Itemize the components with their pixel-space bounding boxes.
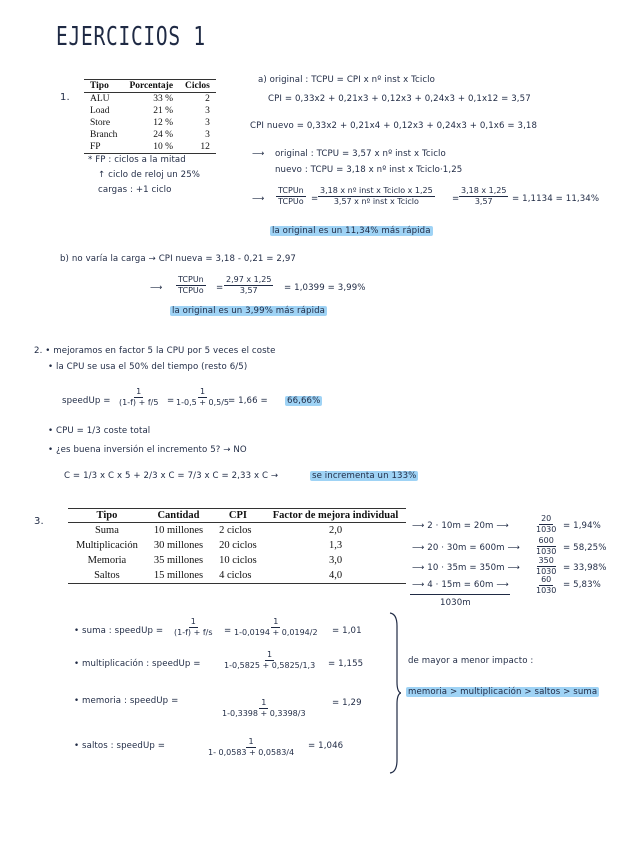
- table-cell: 3: [205, 106, 210, 116]
- highlight: la original es un 11,34% más rápida: [272, 226, 431, 236]
- table-cell: 2,0: [328, 525, 343, 536]
- part-b-conclusion: [170, 306, 327, 316]
- calc-row-suma: ⟶ 2 · 10m = 20m ⟶: [412, 521, 509, 531]
- ratio-fraction-expanded: [318, 186, 435, 207]
- calc-row-memoria: ⟶ 10 · 35m = 350m ⟶: [412, 563, 520, 573]
- table-cell: Memoria: [87, 555, 127, 566]
- ratio-fraction-numeric: [459, 186, 508, 207]
- table-row: [84, 93, 216, 106]
- table-cell: 21 %: [153, 106, 174, 116]
- fraction-bottom: 1030: [536, 567, 557, 576]
- fraction-bottom: 1-0,0194 + 0,0194/2: [234, 628, 318, 637]
- fraction-top: 1: [273, 617, 279, 626]
- cpu-cost-note: • CPU = 1/3 coste total: [48, 426, 151, 436]
- table-header: Ciclos: [179, 80, 216, 93]
- investment-question: • ¿es buena inversión el incremento 5? → NO: [48, 445, 247, 455]
- fraction-top: 1: [261, 698, 267, 707]
- exercise-3-number: 3.: [34, 516, 44, 527]
- fraction-top: 2,97 x 1,25: [226, 275, 272, 284]
- saltos-fraction: [206, 737, 296, 758]
- impact-title: de mayor a menor impacto :: [408, 656, 534, 666]
- suma-fraction-general: [172, 617, 215, 638]
- calc-expression: 20 · 30m = 600m: [427, 543, 505, 553]
- exercise-2-line-1: 2. • mejoramos en factor 5 la CPU por 5 veces el coste: [34, 346, 276, 356]
- part-b-result: = 1,0399 = 3,99%: [284, 283, 366, 293]
- calc-row-multiplicacion: ⟶ 20 · 30m = 600m ⟶: [412, 543, 520, 553]
- calc-result: = 5,83%: [563, 580, 601, 590]
- equals-sign: =: [216, 283, 224, 293]
- part-a-conclusion: [270, 226, 433, 236]
- table-cell: 12 %: [153, 118, 174, 128]
- fraction-top: 1: [199, 387, 206, 396]
- calc-result: = 33,98%: [563, 563, 607, 573]
- calc-result: = 1,94%: [563, 521, 601, 531]
- calc-fraction: [534, 514, 558, 535]
- suma-fraction-numeric: [232, 617, 320, 638]
- highlight: la original es un 3,99% más rápida: [172, 306, 326, 316]
- note-clock: ↑ ciclo de reloj un 25%: [98, 170, 201, 180]
- highlight: 66,66%: [287, 396, 321, 406]
- part-a-result: = 1,1134 = 11,34%: [512, 194, 600, 204]
- part-b-fraction-rhs: [224, 275, 273, 296]
- fraction-bottom: 3,57 x nº inst x Tciclo: [333, 197, 419, 206]
- part-a-line-1: a) original : TCPU = CPI x nº inst x Tciclo: [258, 75, 436, 85]
- suma-label: • suma : speedUp =: [74, 626, 164, 636]
- arrow-icon: ⟶: [252, 194, 265, 204]
- table-cell: Suma: [94, 525, 119, 536]
- table-cell: Store: [90, 118, 111, 128]
- fraction-bottom: 1-0,3398 + 0,3398/3: [222, 709, 306, 718]
- calc-expression: 10 · 35m = 350m: [427, 563, 505, 573]
- sum-line: [410, 594, 510, 595]
- saltos-result: = 1,046: [308, 741, 344, 751]
- equals-sign: =: [311, 194, 319, 204]
- table-cell: 12: [179, 141, 216, 154]
- table-row: [84, 105, 216, 117]
- table-cell: Branch: [90, 130, 118, 140]
- note-loads: cargas : +1 ciclo: [98, 185, 172, 195]
- table-row: [68, 553, 406, 568]
- calc-fraction: [534, 536, 558, 557]
- table-cell: 33 %: [153, 94, 174, 104]
- part-a-original-text: original : TCPU = 3,57 x nº inst x Tciclo: [275, 149, 446, 159]
- table-header: Cantidad: [146, 509, 211, 523]
- table-cell: 20 ciclos: [219, 540, 257, 551]
- saltos-label: • saltos : speedUp =: [74, 741, 166, 751]
- speedup-result: = 1,66 =: [228, 396, 268, 406]
- fraction-top: 20: [541, 514, 552, 523]
- note-fp: * FP : ciclos a la mitad: [88, 155, 186, 165]
- calc-fraction: [534, 575, 558, 596]
- table-cell: 24 %: [153, 130, 174, 140]
- mem-label: • memoria : speedUp =: [74, 696, 179, 706]
- part-a-cpi: CPI = 0,33x2 + 0,21x3 + 0,12x3 + 0,24x3 + 0,1x12 = 3,57: [268, 94, 531, 104]
- part-b-fraction-lhs: [176, 275, 206, 296]
- table-row: [84, 141, 216, 154]
- fraction-top: 1: [136, 387, 142, 396]
- highlight: se incrementa un 133%: [312, 471, 417, 481]
- exercise-1-number: 1.: [60, 92, 70, 103]
- fraction-top: 1: [248, 737, 254, 746]
- fraction-top: 3,18 x nº inst x Tciclo x 1,25: [320, 186, 433, 195]
- table-header-row: [68, 509, 406, 523]
- table-cell: 10 ciclos: [219, 555, 257, 566]
- fraction-bottom: 1-0,5 + 0,5/5: [176, 398, 229, 407]
- table-cell: ALU: [90, 94, 110, 104]
- calc-total: 1030m: [440, 598, 471, 608]
- fraction-bottom: 1030: [536, 525, 557, 534]
- table-row: [68, 568, 406, 584]
- table-cell: 4 ciclos: [211, 568, 265, 584]
- table-row: [84, 129, 216, 141]
- table-cell: 35 millones: [153, 555, 204, 566]
- mem-result: = 1,29: [332, 698, 362, 708]
- suma-result: = 1,01: [332, 626, 362, 636]
- table-cell: 2: [205, 94, 210, 104]
- table-header: Porcentaje: [123, 80, 179, 93]
- mult-label: • multiplicación : speedUp =: [74, 659, 201, 669]
- speedup-label: speedUp =: [62, 396, 111, 406]
- table-cell: Saltos: [68, 568, 146, 584]
- table-cell: 2 ciclos: [219, 525, 252, 536]
- fraction-top: 60: [541, 575, 552, 584]
- speedup-result-percent: [285, 396, 322, 406]
- table-cell: 30 millones: [153, 540, 204, 551]
- fraction-bottom: 1- 0,0583 + 0,0583/4: [208, 748, 295, 757]
- fraction-top: 1: [190, 617, 196, 626]
- table-cell: 4,0: [265, 568, 407, 584]
- arrow-icon: ⟶: [150, 283, 163, 293]
- fraction-bottom: (1-f) + f/5: [119, 398, 159, 407]
- fraction-bottom: 3,57: [474, 197, 493, 206]
- table-cell: 10 %: [123, 141, 179, 154]
- fraction-top: 3,18 x 1,25: [461, 186, 507, 195]
- page-title: EJERCICIOS 1: [56, 22, 206, 52]
- table-header: Tipo: [68, 509, 146, 523]
- table-row: [68, 538, 406, 553]
- table-cell: 3,0: [328, 555, 343, 566]
- table-header: CPI: [211, 509, 265, 523]
- fraction-top: 1: [267, 650, 273, 659]
- speedup-fraction-general: [117, 387, 160, 408]
- fraction-bottom: TCPUo: [178, 286, 204, 295]
- cost-conclusion: [310, 471, 418, 481]
- cost-equation: C = 1/3 x C x 5 + 2/3 x C = 7/3 x C = 2,33 x C →: [64, 471, 279, 481]
- mult-result: = 1,155: [328, 659, 364, 669]
- exercise-2-line-2: • la CPU se usa el 50% del tiempo (resto 6/5): [48, 362, 248, 372]
- table-cell: Load: [90, 106, 110, 116]
- table-cell: Multiplicación: [76, 540, 138, 551]
- table-cell: 3: [205, 118, 210, 128]
- table-row: [68, 523, 406, 539]
- part-a-cpi-new: CPI nuevo = 0,33x2 + 0,21x4 + 0,12x3 + 0,24x3 + 0,1x6 = 3,18: [250, 121, 538, 131]
- mult-fraction: [222, 650, 317, 671]
- fraction-bottom: TCPUo: [278, 197, 304, 206]
- equals-sign: =: [452, 194, 460, 204]
- instruction-mix-table: [84, 79, 216, 154]
- fraction-top: TCPUn: [278, 186, 304, 195]
- fraction-bottom: 1030: [536, 547, 557, 556]
- arrow-icon: ⟶: [252, 149, 265, 159]
- calc-expression: 4 · 15m = 60m: [427, 580, 494, 590]
- table-row: [84, 117, 216, 129]
- part-a-new: nuevo : TCPU = 3,18 x nº inst x Tciclo·1,25: [275, 165, 463, 175]
- part-b-line-1: b) no varía la carga → CPI nueva = 3,18 - 0,21 = 2,97: [60, 254, 296, 264]
- right-brace-icon: [389, 612, 401, 774]
- calc-row-saltos: ⟶ 4 · 15m = 60m ⟶: [412, 580, 509, 590]
- table-header: Factor de mejora individual: [265, 509, 407, 523]
- fraction-top: 600: [538, 536, 554, 545]
- fraction-bottom: 1030: [536, 586, 557, 595]
- fraction-bottom: 1-0,5825 + 0,5825/1,3: [224, 661, 316, 670]
- table-header-row: [84, 80, 216, 93]
- calc-result: = 58,25%: [563, 543, 607, 553]
- equals-sign: =: [167, 396, 175, 406]
- table-cell: FP: [84, 141, 123, 154]
- ratio-fraction: [276, 186, 306, 207]
- table-cell: 15 millones: [146, 568, 211, 584]
- highlight: memoria > multiplicación > saltos > suma: [408, 687, 598, 697]
- table-cell: 1,3: [328, 540, 343, 551]
- calc-expression: 2 · 10m = 20m: [427, 521, 494, 531]
- impact-ranking: [406, 687, 599, 697]
- operations-table: [68, 508, 406, 584]
- fraction-bottom: (1-f) + f/s: [174, 628, 213, 637]
- fraction-top: 350: [538, 556, 554, 565]
- table-header: Tipo: [84, 80, 123, 93]
- calc-fraction: [534, 556, 558, 577]
- table-cell: 10 millones: [153, 525, 204, 536]
- equals-sign: =: [224, 626, 232, 636]
- table-cell: 3: [205, 130, 210, 140]
- mem-fraction: [220, 698, 308, 719]
- speedup-fraction-numeric: [174, 387, 231, 408]
- fraction-top: TCPUn: [178, 275, 204, 284]
- fraction-bottom: 3,57: [239, 286, 258, 295]
